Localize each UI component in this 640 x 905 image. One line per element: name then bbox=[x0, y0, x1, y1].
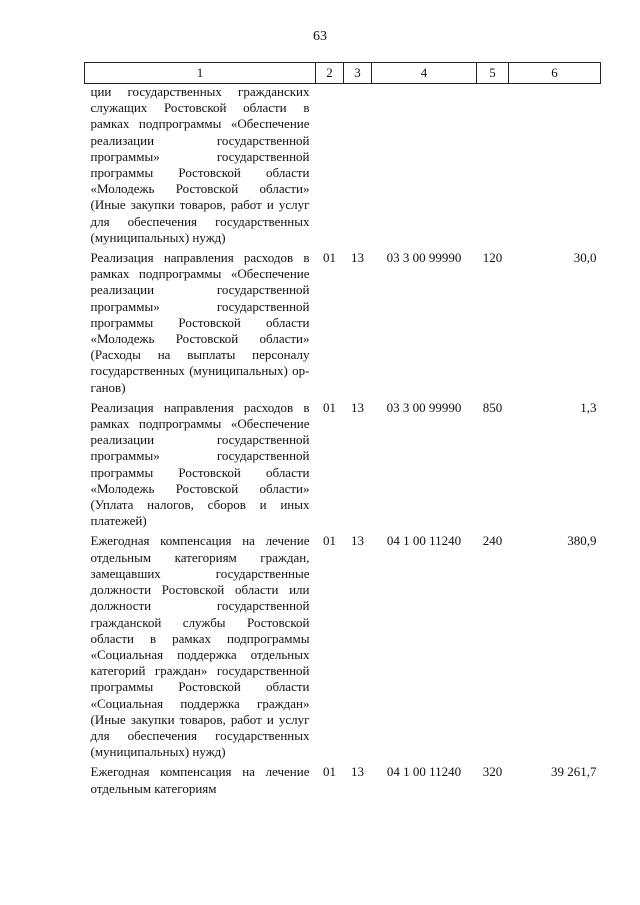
row-subsection-code bbox=[344, 84, 372, 251]
row-section-code: 01 bbox=[323, 764, 336, 780]
row-expense-type-code: 120 bbox=[482, 250, 503, 266]
row-expense-type-code: 320 bbox=[482, 764, 503, 780]
row-section-code: 01 bbox=[323, 533, 336, 549]
row-expense-type-code bbox=[477, 84, 509, 251]
row-section-code: 01 bbox=[323, 250, 336, 266]
row-description: Ежегодная компенсация на лечение отдельным категориям bbox=[90, 764, 310, 796]
row-amount: 39 261,7 bbox=[551, 764, 597, 780]
row-target-article-code: 04 1 00 11240 bbox=[386, 533, 462, 549]
row-target-article-code: 03 3 00 99990 bbox=[386, 250, 462, 266]
table-row bbox=[85, 250, 601, 400]
row-subsection-code: 13 bbox=[351, 533, 364, 549]
column-header: 1 bbox=[85, 63, 316, 84]
row-amount: 1,3 bbox=[580, 399, 597, 415]
row-subsection-code: 13 bbox=[351, 399, 364, 415]
row-description: ции государственных гражданских служащих Ростовской области в рамках подпрограммы «Обеспечение реализации государственной программы» государственной программы Ростовской области «Молодежь Ростовской области» (Иные закупки товаров, работ и услуг для обеспечения государственных (муниципальных) нужд) bbox=[90, 84, 310, 245]
row-target-article-code: 03 3 00 99990 bbox=[386, 399, 462, 415]
page-number: 63 bbox=[313, 29, 327, 44]
table-row bbox=[85, 764, 601, 800]
column-header: 3 bbox=[344, 63, 372, 84]
table-row bbox=[85, 84, 601, 251]
row-target-article-code: 04 1 00 11240 bbox=[386, 764, 462, 780]
row-expense-type-code: 240 bbox=[482, 533, 503, 549]
table-row bbox=[85, 533, 601, 764]
column-header: 4 bbox=[372, 63, 477, 84]
row-description: Реализация направления расходов в рамках подпрограммы «Обеспечение реализации государственной программы» государственной программы Ростовской области «Молодежь Ростовской области» (Уплата налогов, сборов и иных платежей) bbox=[90, 399, 310, 529]
row-subsection-code: 13 bbox=[351, 250, 364, 266]
row-expense-type-code: 850 bbox=[482, 399, 503, 415]
column-header: 5 bbox=[477, 63, 509, 84]
row-amount: 30,0 bbox=[573, 250, 597, 266]
row-amount: 380,9 bbox=[567, 533, 597, 549]
row-amount bbox=[509, 84, 601, 251]
row-section-code: 01 bbox=[323, 399, 336, 415]
row-section-code bbox=[316, 84, 344, 251]
table-header-row bbox=[85, 63, 601, 84]
row-description: Реализация направления расходов в рамках подпрограммы «Обеспечение реализации государственной программы» государственной программы Ростовской области «Молодежь Ростовской области» (Расходы на выплаты персоналу государственных (муниципальных) органов) bbox=[90, 250, 310, 395]
budget-table bbox=[84, 62, 601, 801]
row-description: Ежегодная компенсация на лечение отдельным категориям граждан, замещавших государственные должности Ростовской области или должности государственной гражданской службы Ростовской области в рамках подпрограммы «Социальная поддержка отдельных категорий граждан» государственной программы Ростовской области «Социальная поддержка граждан» (Иные закупки товаров, работ и услуг для обеспечения государственных (муниципальных) нужд) bbox=[90, 533, 310, 760]
row-target-article-code bbox=[372, 84, 477, 251]
column-header: 2 bbox=[316, 63, 344, 84]
table-row bbox=[85, 400, 601, 534]
row-subsection-code: 13 bbox=[351, 764, 364, 780]
column-header: 6 bbox=[509, 63, 601, 84]
